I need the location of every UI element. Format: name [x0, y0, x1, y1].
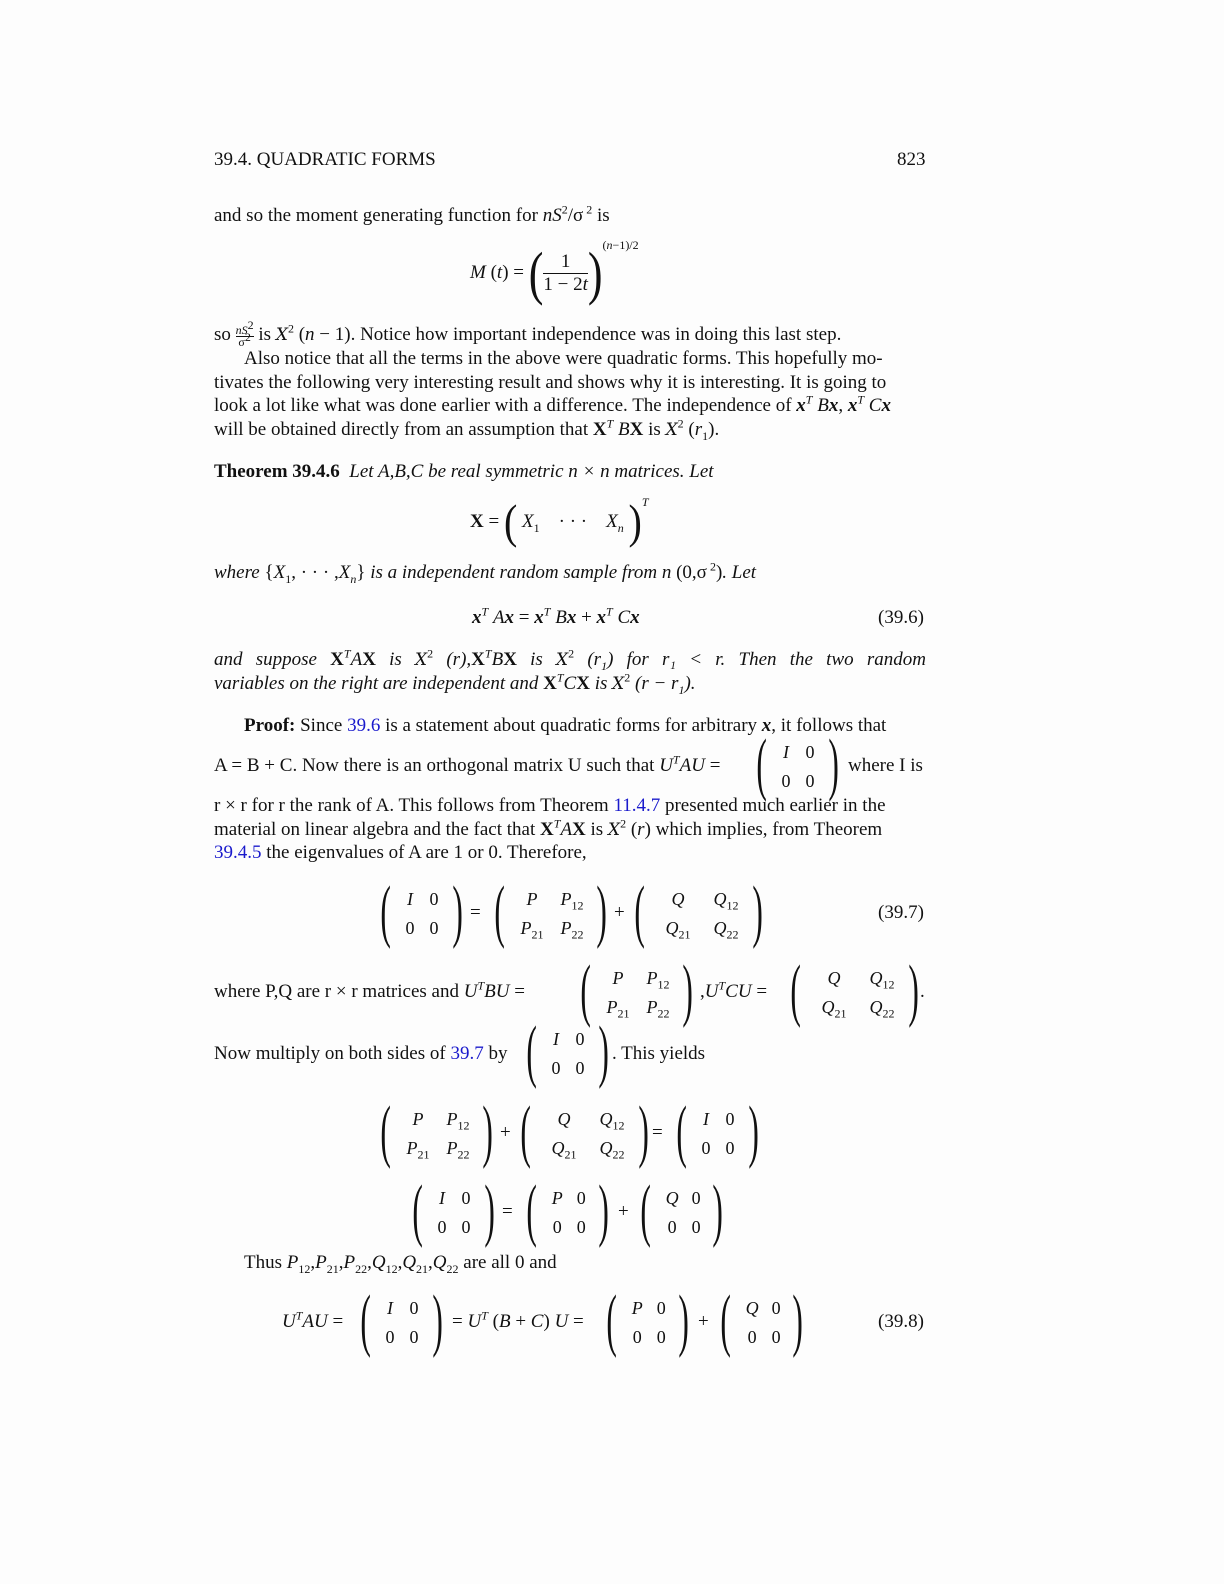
matrix-p: ( P $P_{12}$ $P_{21}$ $P_{22}$ ) [494, 873, 607, 950]
equals-sign: = [470, 902, 481, 923]
proof-line: A = B + C. Now there is an orthogonal matrix U such that $U^TAU$ = [214, 752, 721, 776]
intro-line: and so the moment generating function for $nS^2/\sigma$ $^2$ is [214, 202, 610, 226]
multiply-line: . This yields [612, 1043, 706, 1064]
equals-sign: = [502, 1201, 513, 1222]
matrix-i00: ( I 0 0 0 ) [360, 1282, 443, 1359]
equation-number: (39.7) [878, 902, 924, 923]
matrix-i00: ( I 0 0 0 ) [412, 1172, 495, 1249]
matrix-i00: ( I 0 0 0 ) [526, 1013, 609, 1090]
proof-line: r × r for r the rank of A. This follows from Theorem 11.4.7 presented much earlier in the [214, 795, 886, 816]
matrix-q: ( Q $Q_{12}$ $Q_{21}$ $Q_{22}$ ) [634, 873, 763, 950]
page-number: 823 [897, 149, 926, 170]
matrix-q: ( Q $Q_{12}$ $Q_{21}$ $Q_{22}$ ) [790, 952, 919, 1029]
equation-39-6: $x^T$ $Ax = x^T$ $Bx + x^T$ Cx [472, 604, 640, 628]
theorem-suppose: and suppose $X^TAX$ is $X^2$ $(r),X^TBX$ is $X^2$ $(r_1)$ for r₁ < r. Then the two random [214, 646, 926, 673]
matrix-i00: ( I 0 0 0 ) [676, 1093, 759, 1170]
paragraph-line: Also notice that all the terms in the above were quadratic forms. This hopefully mo- [244, 348, 883, 369]
matrix-p00: ( P 0 0 0 ) [526, 1172, 609, 1249]
ref-thm-39-4-5[interactable]: 39.4.5 [214, 842, 262, 863]
paragraph-line: look a lot like what was done earlier with a difference. The independence of $x^T$ Bx, $x^T$ Cx [214, 392, 891, 416]
utau-label: $U^TAU$ = [282, 1308, 344, 1332]
equation-number: (39.8) [878, 1311, 924, 1332]
vector-x-equation: X = ( $X_1$ · · · $X_n$ )$^T$ [470, 494, 649, 549]
plus-sign: + [614, 902, 625, 923]
paragraph-line: tivates the following very interesting result and shows why it is interesting. It is going to [214, 372, 887, 393]
ref-eq-39-6[interactable]: 39.6 [347, 715, 381, 736]
matrix-q00: ( Q 0 0 0 ) [720, 1282, 803, 1359]
proof-line: 39.4.5 the eigenvalues of A are 1 or 0. Therefore, [214, 842, 587, 863]
paragraph-line: will be obtained directly from an assumption that $X^T$ BX is $X^2$ $(r_1)$. [214, 416, 720, 443]
multiply-line: Now multiply on both sides of 39.7 by [214, 1043, 508, 1064]
mgf-equation: M (t) = ( $\frac{1}{1 - 2t}$ )$^{(n-1)/2}$ [470, 237, 639, 307]
thus-line: Thus $P_{12},P_{21},P_{22},Q_{12},Q_{21},Q_{22}$ are all 0 and [244, 1252, 557, 1276]
utcu-label: $,U^TCU$ = [700, 978, 768, 1002]
matrix-i00: ( I 0 0 0 ) [380, 873, 463, 950]
plus-sign: + [698, 1311, 709, 1332]
equation-number: (39.6) [878, 607, 924, 628]
matrix-i00: ( I 0 0 0 ) [756, 726, 839, 803]
plus-sign: + [618, 1201, 629, 1222]
running-header: 39.4. QUADRATIC FORMS [214, 149, 436, 170]
ut-bc-u: = $U^T$ (B + C) U = [452, 1308, 584, 1332]
chi-square-line: so $\frac{nS^2}{\sigma^2}$ is $X^2$ (n − 1). Notice how important independence was in doing this last step. [214, 318, 842, 349]
equals-sign: = [652, 1122, 663, 1143]
plus-sign: + [500, 1122, 511, 1143]
theorem-where: where {$X_1$, · · · $,X_n$} is a independent random sample from n (0,σ $^2$). Let [214, 559, 757, 586]
matrix-q: ( Q $Q_{12}$ $Q_{21}$ $Q_{22}$ ) [520, 1093, 649, 1170]
ref-thm-11-4-7[interactable]: 11.4.7 [613, 795, 661, 816]
proof-line: where I is [848, 755, 923, 776]
matrix-p: ( P $P_{12}$ $P_{21}$ $P_{22}$ ) [380, 1093, 493, 1170]
matrix-p: ( P $P_{12}$ $P_{21}$ $P_{22}$ ) [580, 952, 693, 1029]
matrix-p00: ( P 0 0 0 ) [606, 1282, 689, 1359]
period: . [920, 981, 925, 1002]
where-pq-line: where P,Q are r × r matrices and $U^TBU$ = [214, 978, 525, 1002]
proof-line: material on linear algebra and the fact that $X^TAX$ is $X^2$ (r) which implies, from Theorem [214, 816, 883, 840]
proof-line: Proof: Since 39.6 is a statement about quadratic forms for arbitrary x, it follows that [244, 715, 887, 736]
theorem-heading: Theorem 39.4.6 Let A,B,C be real symmetric n × n matrices. Let [214, 461, 714, 482]
theorem-conclusion: variables on the right are independent and $X^TCX$ is $X^2$ $(r - r_1)$. [214, 670, 696, 697]
matrix-q00: ( Q 0 0 0 ) [640, 1172, 723, 1249]
ref-eq-39-7[interactable]: 39.7 [450, 1043, 484, 1064]
